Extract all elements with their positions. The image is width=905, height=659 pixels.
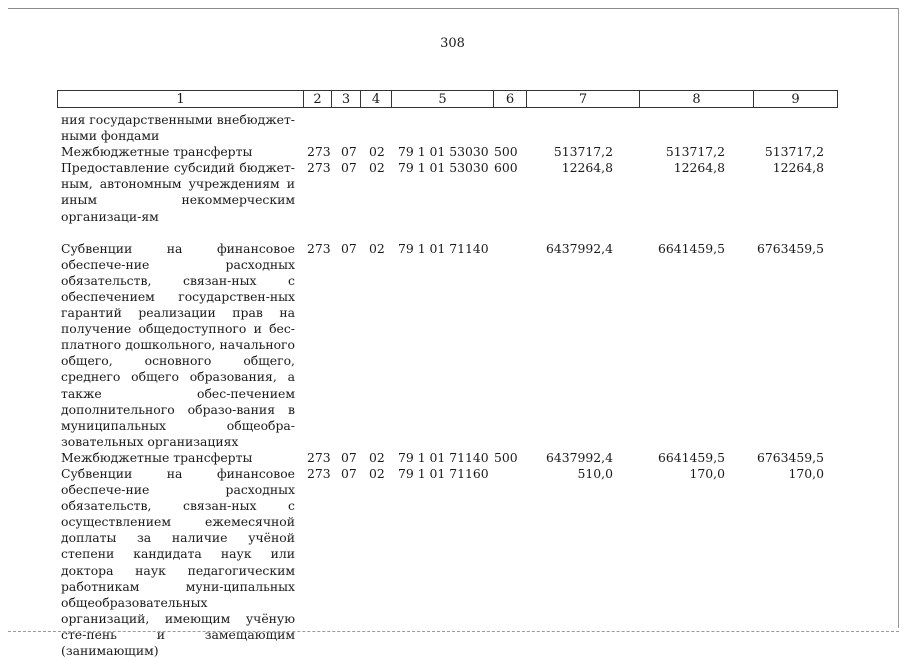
row-description: ния государственными внебюджет-ными фондами xyxy=(61,112,295,144)
row-col-9: 6763459,5 xyxy=(756,449,824,465)
header-col-4: 4 xyxy=(361,91,392,107)
row-col-7: 6437992,4 xyxy=(545,449,613,465)
row-description: Субвенции на финансовое обеспече-ние расходных обязательств, связан-ных с осуществлением ежемесячной доплаты за наличие учёной степени кандидата наук или доктора наук педагогическим работникам муни-ципальных общеобразовательных организаций, имеющим учёную сте-пень и замещающим (занимающим) xyxy=(61,465,295,658)
row-col-4: 02 xyxy=(369,449,385,465)
row-col-9: 170,0 xyxy=(788,465,824,481)
row-col-8: 513717,2 xyxy=(665,144,725,160)
row-col-5: 79 1 01 53030 xyxy=(398,144,489,160)
header-col-1: 1 xyxy=(58,91,304,107)
row-col-7: 510,0 xyxy=(577,465,613,481)
row-col-3: 07 xyxy=(341,449,357,465)
page-number: 308 xyxy=(440,36,465,51)
page-frame-right xyxy=(898,8,899,628)
row-description: Межбюджетные трансферты xyxy=(61,144,253,160)
row-col-3: 07 xyxy=(341,465,357,481)
table-header xyxy=(57,90,838,108)
header-col-6: 6 xyxy=(494,91,527,107)
row-col-7: 513717,2 xyxy=(553,144,613,160)
row-col-3: 07 xyxy=(341,160,357,176)
row-description: Субвенции на финансовое обеспече-ние расходных обязательств, связан-ных с обеспечением государствен-ных гарантий реализации прав на получение общедоступного и бес-платного дошкольного, начального общего, основного общего, среднего общего образования, а также обес-печением дополнительного образо-вания в муниципальных общеобра-зовательных организациях xyxy=(61,240,295,449)
row-spacer xyxy=(61,225,841,241)
row-col-2: 273 xyxy=(307,465,331,481)
row-col-2: 273 xyxy=(307,160,331,176)
row-col-3: 07 xyxy=(341,144,357,160)
page-frame-top xyxy=(8,8,899,9)
row-col-6: 600 xyxy=(494,160,518,176)
row-col-3: 07 xyxy=(341,240,357,256)
row-col-5: 79 1 01 71140 xyxy=(398,240,489,256)
header-col-9: 9 xyxy=(791,92,800,107)
row-description: Предоставление субсидий бюджет-ным, автономным учреждениям и иным некоммерческим организаци-ям xyxy=(61,160,295,224)
row-col-2: 273 xyxy=(307,449,331,465)
header-col-8: 8 xyxy=(640,91,754,107)
table-body xyxy=(61,112,841,659)
table-row xyxy=(61,112,841,144)
row-col-5: 79 1 01 53030 xyxy=(398,160,489,176)
header-col-2: 2 xyxy=(304,91,332,107)
row-col-7: 6437992,4 xyxy=(545,240,613,256)
header-col-7: 7 xyxy=(527,91,640,107)
header-col-5: 5 xyxy=(392,91,494,107)
row-col-6: 500 xyxy=(494,144,518,160)
row-description: Межбюджетные трансферты xyxy=(61,449,253,465)
row-col-5: 79 1 01 71160 xyxy=(398,465,489,481)
row-col-4: 02 xyxy=(369,144,385,160)
row-col-2: 273 xyxy=(307,144,331,160)
table-row xyxy=(61,144,841,160)
table-row xyxy=(61,466,841,659)
table-row xyxy=(61,450,841,466)
row-col-4: 02 xyxy=(369,240,385,256)
row-col-7: 12264,8 xyxy=(561,160,613,176)
header-col-3: 3 xyxy=(332,91,361,107)
row-col-4: 02 xyxy=(369,160,385,176)
table-row xyxy=(61,160,841,224)
row-col-2: 273 xyxy=(307,240,331,256)
row-col-8: 170,0 xyxy=(689,465,725,481)
row-col-9: 513717,2 xyxy=(764,144,824,160)
row-col-5: 79 1 01 71140 xyxy=(398,449,489,465)
row-col-9: 12264,8 xyxy=(772,160,824,176)
row-col-8: 6641459,5 xyxy=(657,449,725,465)
row-col-8: 6641459,5 xyxy=(657,240,725,256)
row-col-6: 500 xyxy=(494,449,518,465)
row-col-8: 12264,8 xyxy=(673,160,725,176)
row-col-4: 02 xyxy=(369,465,385,481)
table-row xyxy=(61,241,841,450)
row-col-9: 6763459,5 xyxy=(756,240,824,256)
